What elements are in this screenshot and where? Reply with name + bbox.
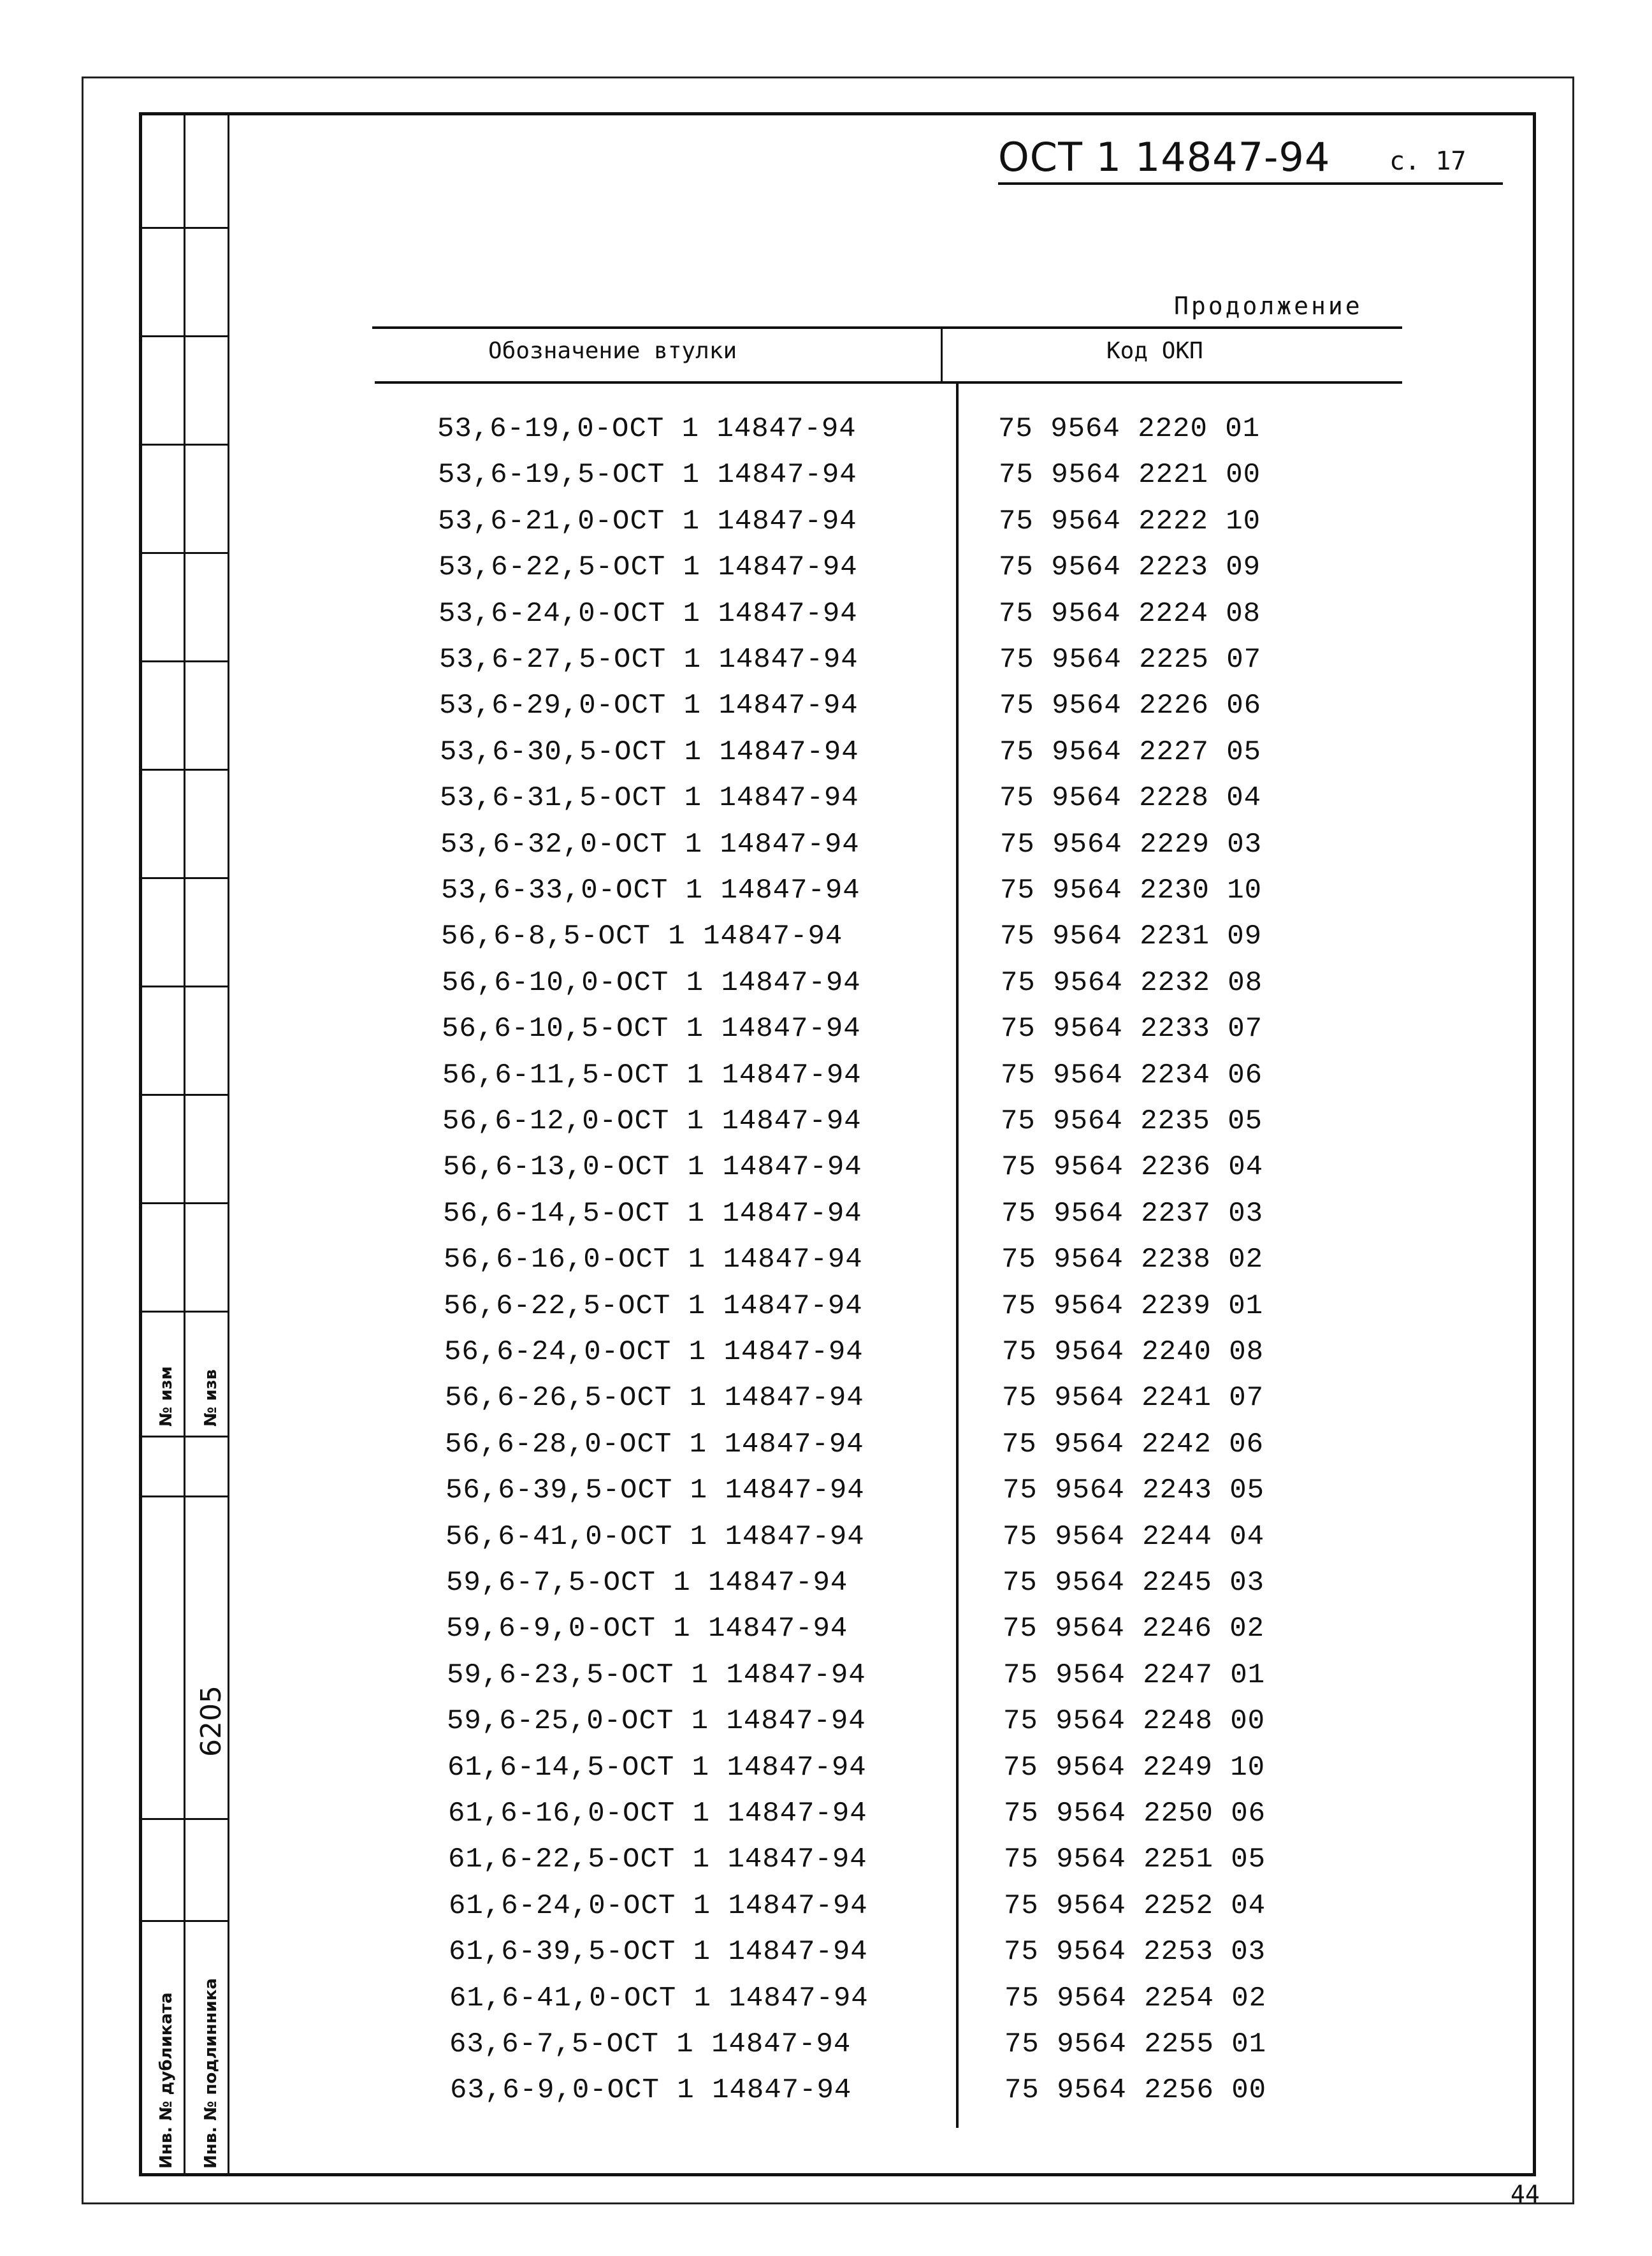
margin-cell-line bbox=[139, 1818, 229, 1820]
table-cell-okp-code: 75 9564 2255 01 bbox=[1004, 2028, 1267, 2060]
margin-label-izm: № изм bbox=[157, 1366, 176, 1427]
inventory-number: 6205 bbox=[195, 1685, 228, 1757]
column-header-designation: Обозначение втулки bbox=[488, 338, 737, 364]
margin-cell-line bbox=[139, 769, 229, 771]
table-cell-designation: 56,6-28,0-ОСТ 1 14847-94 bbox=[445, 1428, 864, 1460]
table-cell-okp-code: 75 9564 2240 08 bbox=[1002, 1336, 1264, 1368]
table-cell-designation: 56,6-12,0-ОСТ 1 14847-94 bbox=[442, 1105, 862, 1137]
document-title: ОСТ 1 14847-94 bbox=[998, 134, 1331, 180]
table-cell-okp-code: 75 9564 2254 02 bbox=[1004, 1982, 1267, 2014]
table-cell-designation: 53,6-22,5-ОСТ 1 14847-94 bbox=[438, 551, 858, 584]
table-cell-okp-code: 75 9564 2249 10 bbox=[1003, 1751, 1266, 1784]
table-cell-okp-code: 75 9564 2239 01 bbox=[1001, 1290, 1264, 1322]
table-cell-designation: 53,6-30,5-ОСТ 1 14847-94 bbox=[440, 736, 859, 768]
table-cell-designation: 53,6-27,5-ОСТ 1 14847-94 bbox=[439, 644, 859, 676]
table-cell-designation: 56,6-13,0-ОСТ 1 14847-94 bbox=[443, 1151, 862, 1184]
table-cell-designation: 61,6-16,0-ОСТ 1 14847-94 bbox=[448, 1798, 867, 1830]
table-cell-okp-code: 75 9564 2248 00 bbox=[1003, 1705, 1266, 1738]
table-cell-okp-code: 75 9564 2231 09 bbox=[1000, 921, 1263, 953]
table-cell-okp-code: 75 9564 2226 06 bbox=[999, 690, 1262, 722]
margin-divider bbox=[228, 1496, 229, 2176]
table-cell-designation: 53,6-21,0-ОСТ 1 14847-94 bbox=[438, 505, 857, 537]
table-cell-okp-code: 75 9564 2244 04 bbox=[1003, 1520, 1265, 1553]
table-cell-okp-code: 75 9564 2222 10 bbox=[999, 505, 1261, 537]
margin-label-izv: № изв bbox=[201, 1369, 221, 1427]
margin-cell-line bbox=[139, 986, 229, 987]
table-cell-designation: 53,6-24,0-ОСТ 1 14847-94 bbox=[438, 597, 858, 630]
margin-divider bbox=[228, 112, 229, 1496]
table-cell-okp-code: 75 9564 2236 04 bbox=[1001, 1151, 1264, 1184]
table-cell-okp-code: 75 9564 2224 08 bbox=[999, 597, 1261, 630]
table-cell-designation: 59,6-23,5-ОСТ 1 14847-94 bbox=[447, 1659, 866, 1691]
table-cell-designation: 53,6-31,5-ОСТ 1 14847-94 bbox=[440, 782, 859, 815]
margin-cell-line bbox=[139, 1496, 229, 1497]
table-cell-okp-code: 75 9564 2234 06 bbox=[1001, 1059, 1263, 1091]
table-cell-okp-code: 75 9564 2220 01 bbox=[998, 413, 1261, 445]
table-cell-okp-code: 75 9564 2251 05 bbox=[1004, 1844, 1266, 1876]
continuation-label: Продолжение bbox=[1174, 292, 1363, 320]
title-underline bbox=[998, 182, 1503, 185]
table-cell-designation: 53,6-33,0-ОСТ 1 14847-94 bbox=[441, 875, 860, 906]
table-cell-okp-code: 75 9564 2229 03 bbox=[1000, 828, 1263, 861]
table-cell-designation: 63,6-9,0-ОСТ 1 14847-94 bbox=[450, 2074, 852, 2107]
table-cell-designation: 56,6-10,5-ОСТ 1 14847-94 bbox=[442, 1013, 861, 1045]
column-header-okp-code: Код ОКП bbox=[1106, 338, 1203, 364]
margin-label-original: Инв. № подлинника bbox=[201, 1978, 221, 2169]
table-cell-okp-code: 75 9564 2242 06 bbox=[1002, 1428, 1264, 1460]
table-cell-designation: 61,6-14,5-ОСТ 1 14847-94 bbox=[447, 1751, 867, 1784]
page-reference: с. 17 bbox=[1389, 147, 1467, 176]
table-cell-okp-code: 75 9564 2227 05 bbox=[999, 736, 1262, 768]
table-cell-okp-code: 75 9564 2232 08 bbox=[1001, 966, 1263, 999]
table-cell-okp-code: 75 9564 2250 06 bbox=[1004, 1798, 1266, 1830]
page-number: 44 bbox=[1511, 2180, 1540, 2208]
table-cell-okp-code: 75 9564 2243 05 bbox=[1003, 1474, 1265, 1507]
table-cell-okp-code: 75 9564 2246 02 bbox=[1003, 1613, 1265, 1645]
margin-stamp bbox=[139, 112, 229, 2176]
table-cell-designation: 53,6-19,5-ОСТ 1 14847-94 bbox=[438, 459, 857, 491]
table-cell-designation: 59,6-9,0-ОСТ 1 14847-94 bbox=[446, 1613, 848, 1645]
table-cell-designation: 56,6-8,5-ОСТ 1 14847-94 bbox=[441, 921, 843, 953]
table-cell-okp-code: 75 9564 2228 04 bbox=[999, 782, 1262, 815]
table-cell-okp-code: 75 9564 2233 07 bbox=[1001, 1013, 1263, 1045]
table-cell-designation: 56,6-39,5-ОСТ 1 14847-94 bbox=[446, 1474, 865, 1507]
margin-cell-line bbox=[139, 552, 229, 554]
table-header-divider bbox=[941, 328, 943, 381]
table-cell-designation: 53,6-19,0-ОСТ 1 14847-94 bbox=[437, 413, 857, 445]
table-cell-okp-code: 75 9564 2221 00 bbox=[999, 459, 1261, 491]
table-cell-okp-code: 75 9564 2225 07 bbox=[999, 644, 1262, 676]
table-cell-designation: 61,6-24,0-ОСТ 1 14847-94 bbox=[449, 1889, 868, 1922]
margin-cell-line bbox=[139, 1094, 229, 1096]
margin-cell-line bbox=[139, 1436, 229, 1437]
margin-label-duplicate: Инв. № дубликата bbox=[157, 1992, 176, 2169]
table-cell-okp-code: 75 9564 2253 03 bbox=[1004, 1936, 1266, 1969]
table-cell-okp-code: 75 9564 2247 01 bbox=[1003, 1659, 1266, 1691]
table-cell-okp-code: 75 9564 2245 03 bbox=[1003, 1567, 1265, 1599]
margin-cell-line bbox=[139, 877, 229, 879]
margin-divider bbox=[184, 112, 185, 2176]
table-cell-designation: 53,6-32,0-ОСТ 1 14847-94 bbox=[440, 828, 860, 861]
table-cell-okp-code: 75 9564 2230 10 bbox=[1000, 875, 1263, 906]
table-cell-designation: 61,6-22,5-ОСТ 1 14847-94 bbox=[448, 1844, 867, 1876]
table-cell-okp-code: 75 9564 2235 05 bbox=[1001, 1105, 1263, 1137]
margin-cell-line bbox=[139, 1202, 229, 1204]
table-header-rule bbox=[375, 381, 1402, 384]
table-cell-okp-code: 75 9564 2237 03 bbox=[1001, 1197, 1264, 1230]
table-cell-designation: 56,6-24,0-ОСТ 1 14847-94 bbox=[444, 1336, 864, 1368]
table-cell-okp-code: 75 9564 2256 00 bbox=[1004, 2074, 1267, 2107]
table-cell-designation: 59,6-25,0-ОСТ 1 14847-94 bbox=[447, 1705, 866, 1738]
table-cell-designation: 56,6-41,0-ОСТ 1 14847-94 bbox=[446, 1520, 865, 1553]
table-cell-designation: 59,6-7,5-ОСТ 1 14847-94 bbox=[446, 1567, 848, 1599]
table-cell-designation: 56,6-26,5-ОСТ 1 14847-94 bbox=[445, 1382, 864, 1415]
table-cell-designation: 56,6-11,5-ОСТ 1 14847-94 bbox=[442, 1059, 862, 1091]
table-cell-okp-code: 75 9564 2241 07 bbox=[1002, 1382, 1264, 1415]
table-cell-okp-code: 75 9564 2223 09 bbox=[999, 551, 1261, 584]
table-cell-designation: 56,6-22,5-ОСТ 1 14847-94 bbox=[444, 1290, 863, 1322]
table-cell-designation: 56,6-16,0-ОСТ 1 14847-94 bbox=[444, 1244, 863, 1276]
table-cell-designation: 56,6-10,0-ОСТ 1 14847-94 bbox=[442, 966, 861, 999]
margin-cell-line bbox=[139, 660, 229, 662]
table-cell-okp-code: 75 9564 2252 04 bbox=[1004, 1889, 1266, 1922]
margin-cell-line bbox=[139, 227, 229, 229]
table-cell-designation: 63,6-7,5-ОСТ 1 14847-94 bbox=[449, 2028, 851, 2060]
table-cell-designation: 53,6-29,0-ОСТ 1 14847-94 bbox=[439, 690, 859, 722]
table-cell-okp-code: 75 9564 2238 02 bbox=[1001, 1244, 1264, 1276]
table-cell-designation: 61,6-41,0-ОСТ 1 14847-94 bbox=[449, 1982, 869, 2014]
table-column-divider bbox=[956, 381, 959, 2128]
table-top-rule bbox=[372, 326, 1402, 329]
table-cell-designation: 61,6-39,5-ОСТ 1 14847-94 bbox=[449, 1936, 868, 1969]
margin-cell-line bbox=[139, 335, 229, 337]
margin-cell-line bbox=[139, 1311, 229, 1313]
table-cell-designation: 56,6-14,5-ОСТ 1 14847-94 bbox=[443, 1197, 862, 1230]
margin-cell-line bbox=[139, 1920, 229, 1922]
margin-cell-line bbox=[139, 444, 229, 446]
